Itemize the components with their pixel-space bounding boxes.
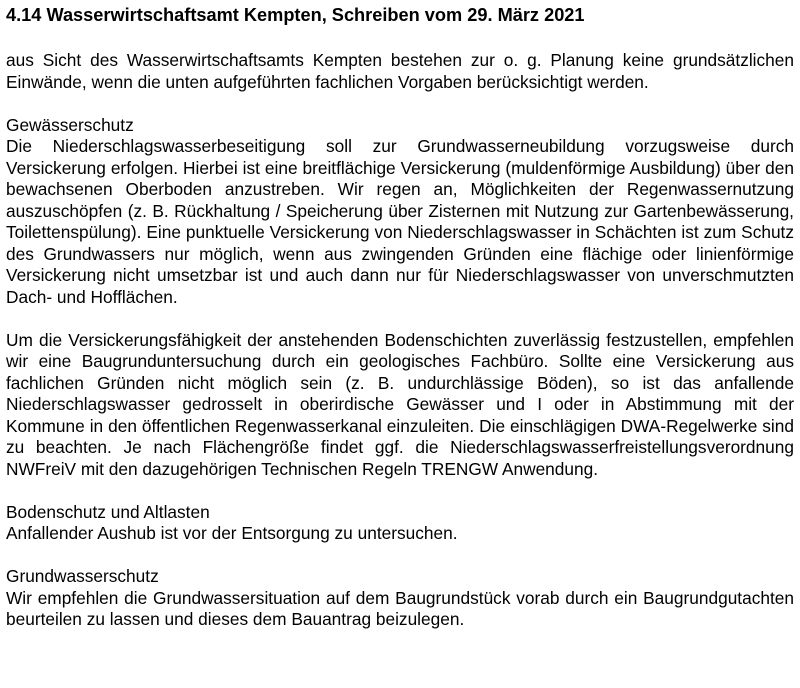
document-heading: 4.14 Wasserwirtschaftsamt Kempten, Schreiben vom 29. März 2021 [6,5,585,25]
intro-paragraph: aus Sicht des Wasserwirtschaftsamts Kempten bestehen zur o. g. Planung keine grundsätzlichen Einwände, wenn die unten aufgeführten fachlichen Vorgaben berücksichtigt werden. [6,50,794,92]
document-page [6,4,794,652]
section-paragraph: Anfallender Aushub ist vor der Entsorgung zu untersuchen. [6,523,458,543]
section-paragraph: Wir empfehlen die Grundwassersituation auf dem Baugrundstück vorab durch ein Baugrundgutachten beurteilen zu lassen und dieses dem Bauantrag beizulegen. [6,587,794,629]
section-paragraph: Die Niederschlagswasserbeseitigung soll zur Grundwasserneubildung vorzugsweise durch Versickerung erfolgen. Hierbei ist eine breitflächige Versickerung (muldenförmige Ausbildung) über den bewachsenen Oberboden anzustreben. Wir regen an, Möglichkeiten der Regenwassernutzung auszuschöpfen (z. B. Rückhaltung / Speicherung über Zisternen mit Nutzung zur Gartenbewässerung, Toilettenspülung). Eine punktuelle Versickerung von Niederschlagswasser in Schächten ist zum Schutz des Grundwassers nur möglich, wenn aus zwingenden Gründen eine flächige oder linienförmige Versickerung nicht umsetzbar ist und auch dann nur für Niederschlagswasser von unverschmutzten Dach- und Hofflächen. [6,136,794,307]
section-title: Grundwasserschutz [6,566,159,586]
section-gewaesserschutz [6,115,794,309]
section-grundwasserschutz [6,566,794,631]
section-title: Gewässerschutz [6,114,134,135]
section-paragraph: Um die Versickerungsfähigkeit der anstehenden Bodenschichten zuverlässig festzustellen, empfehlen wir eine Baugrunduntersuchung durch ein geologisches Fachbüro. Sollte eine Versickerung aus fachlichen Gründen nicht möglich sein (z. B. undurchlässige Böden), so ist das anfallende Niederschlagswasser gedrosselt in oberirdische Gewässer und I oder in Abstimmung mit der Kommune in den öffentlichen Regenwasserkanal einzuleiten. Die einschlägigen DWA-Regelwerke sind zu beachten. Je nach Flächengröße findet ggf. die Niederschlagswasserfreistellungsverordnung NWFreiV mit den dazugehörigen Technischen Regeln TRENGW Anwendung. [6,329,794,479]
section-title: Bodenschutz und Altlasten [6,501,210,522]
section-bodenschutz [6,502,794,545]
